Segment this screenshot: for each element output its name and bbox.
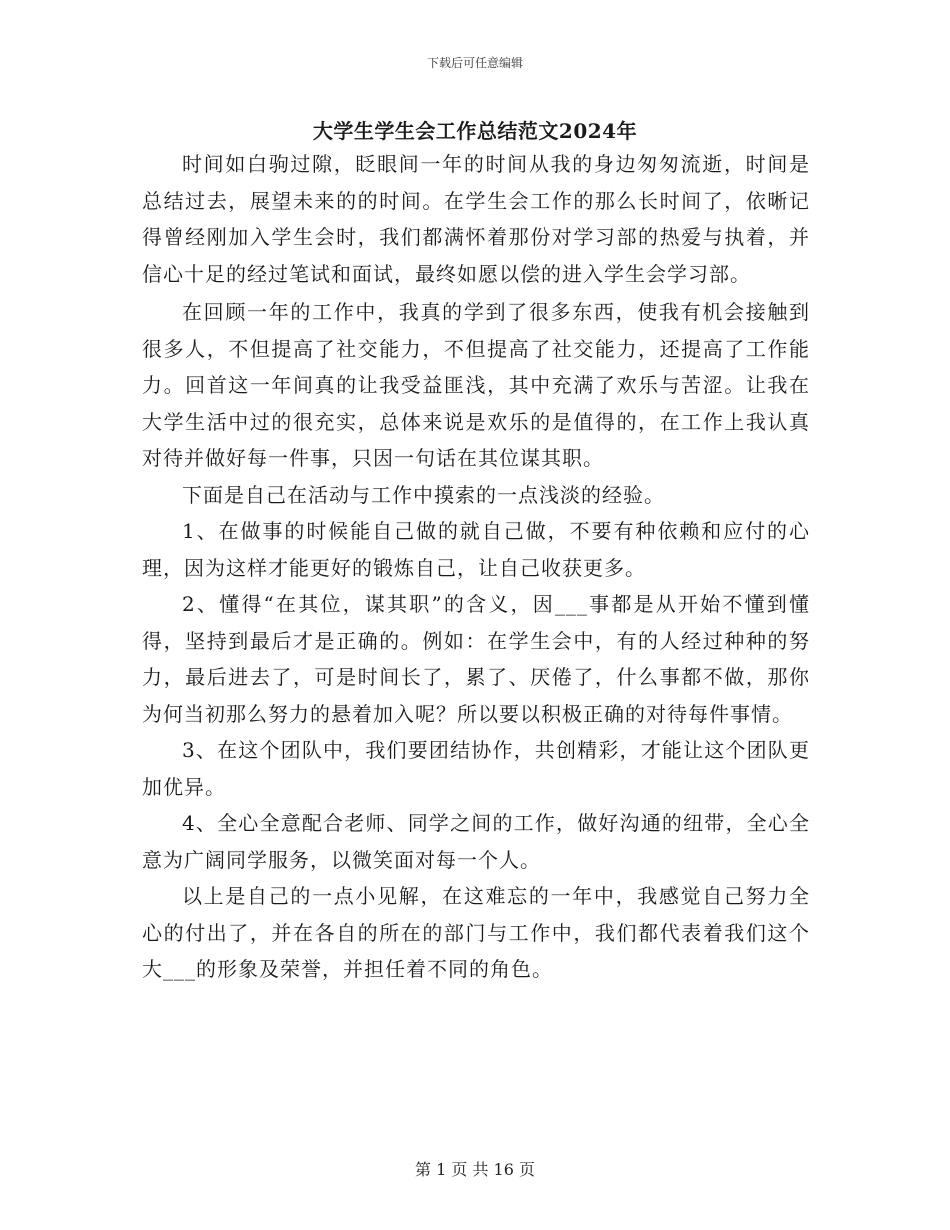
paragraph: 4、全心全意配合老师、同学之间的工作，做好沟通的纽带，全心全意为广阔同学服务，以微笑面对每一个人。 bbox=[142, 811, 810, 872]
paragraph: 1、在做事的时候能自己做的就自己做，不要有种依赖和应付的心理，因为这样才能更好的锻炼自己，让自己收获更多。 bbox=[142, 519, 810, 580]
paragraph: 下面是自己在活动与工作中摸索的一点浅淡的经验。 bbox=[182, 482, 665, 507]
paragraph: 以上是自己的一点小见解，在这难忘的一年中，我感觉自己努力全心的付出了，并在各自的所在的部门与工作中，我们都代表着我们这个大___的形象及荣誉，并担任着不同的角色。 bbox=[142, 884, 810, 981]
page-number: 第 1 页 共 16 页 bbox=[415, 1160, 535, 1179]
paragraph: 3、在这个团队中，我们要团结协作，共创精彩，才能让这个团队更加优异。 bbox=[142, 738, 810, 799]
paragraph: 在回顾一年的工作中，我真的学到了很多东西，使我有机会接触到很多人，不但提高了社交能力，不但提高了社交能力，还提高了工作能力。回首这一年间真的让我受益匪浅，其中充满了欢乐与苦涩。让我在大学生活中过的很充实，总体来说是欢乐的是值得的，在工作上我认真对待并做好每一件事，只因一句话在其位谋其职。 bbox=[142, 300, 810, 470]
document-title: 大学生学生会工作总结范文2024年 bbox=[312, 119, 638, 143]
page-header-note: 下载后可任意编辑 bbox=[426, 56, 523, 70]
paragraph: 时间如白驹过隙，眨眼间一年的时间从我的身边匆匆流逝，时间是总结过去，展望未来的的时间。在学生会工作的那么长时间了，依晰记得曾经刚加入学生会时，我们都满怀着那份对学习部的热爱与执着，并信心十足的经过笔试和面试，最终如愿以偿的进入学生会学习部。 bbox=[142, 152, 810, 286]
paragraph: 2、懂得“在其位，谋其职”的含义，因___事都是从开始不懂到懂得，坚持到最后才是正确的。例如：在学生会中，有的人经过种种的努力，最后进去了，可是时间长了，累了、厌倦了，什么事都不做，那你为何当初那么努力的悬着加入呢？所以要以积极正确的对待每件事情。 bbox=[142, 592, 810, 726]
document-body bbox=[142, 146, 810, 988]
